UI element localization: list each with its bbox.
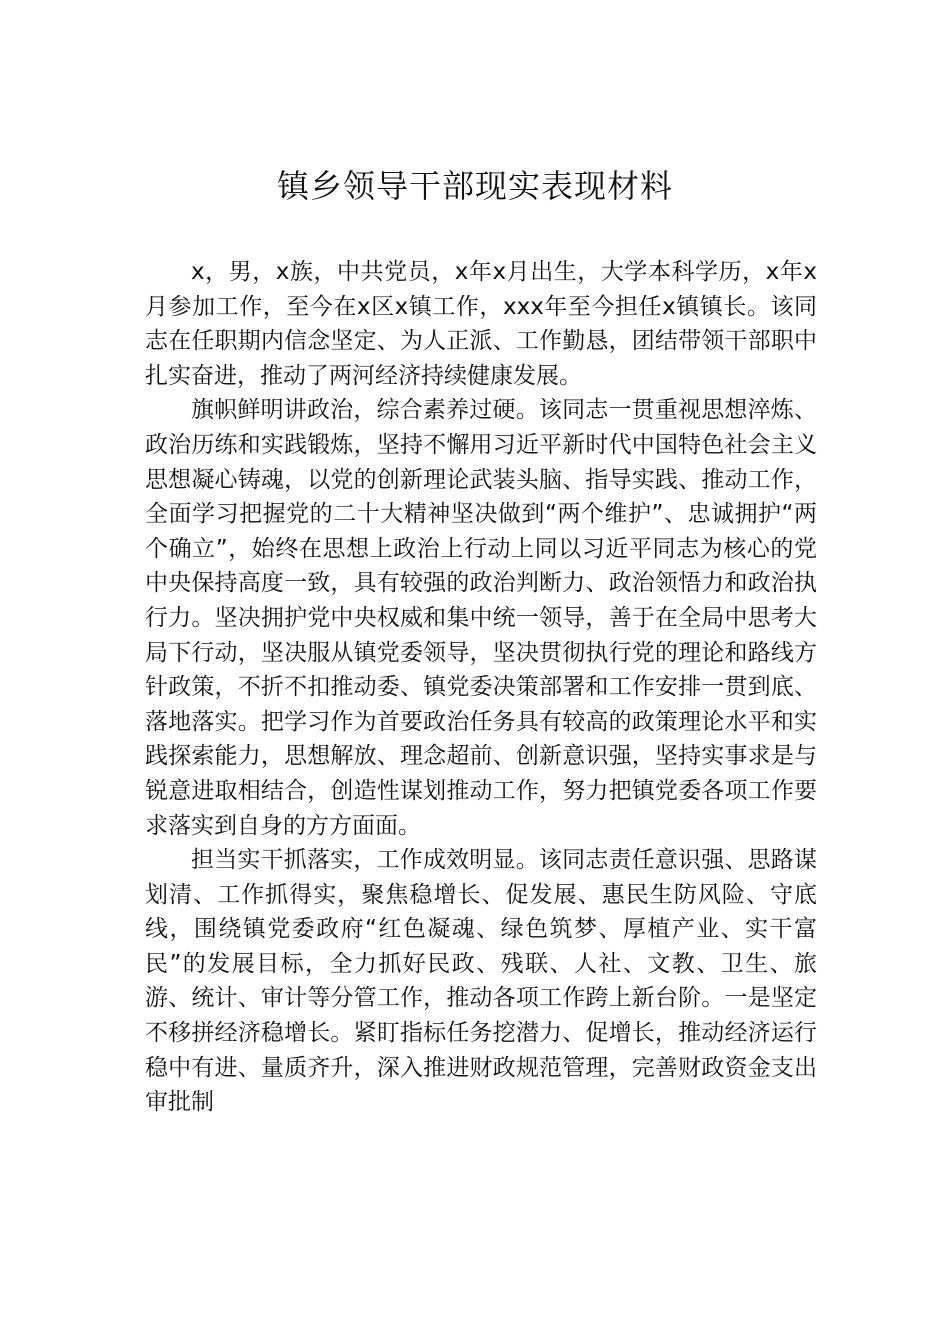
document-body (145, 255, 817, 1120)
paragraph-work: 担当实干抓落实，工作成效明显。该同志责任意识强、思路谋划清、工作抓得实，聚焦稳增长、促发展、惠民生防风险、守底线，围绕镇党委政府“红色凝魂、绿色筑梦、厚植产业、实干富民”的发展目标，全力抓好民政、残联、人社、文教、卫生、旅游、统计、审计等分管工作，推动各项工作跨上新台阶。一是坚定不移拼经济稳增长。紧盯指标任务挖潜力、促增长，推动经济运行稳中有进、量质齐升，深入推进财政规范管理，完善财政资金支出审批制 (145, 847, 817, 1116)
document-title: 镇乡领导干部现实表现材料 (276, 167, 673, 205)
paragraph-intro: x，男，x族，中共党员，x年x月出生，大学本科学历，x年x月参加工作，至今在x区x镇工作，xxx年至今担任x镇镇长。该同志在任职期内信念坚定、为人正派、工作勤恳，团结带领干部职中扎实奋进，推动了两河经济持续健康发展。 (145, 259, 817, 389)
paragraph-politics: 旗帜鲜明讲政治，综合素养过硬。该同志一贯重视思想淬炼、政治历练和实践锻炼，坚持不懈用习近平新时代中国特色社会主义思想凝心铸魂，以党的创新理论武装头脑、指导实践、推动工作，全面学习把握党的二十大精神坚决做到“两个维护”、忠诚拥护“两个确立”，始终在思想上政治上行动上同以习近平同志为核心的党中央保持高度一致，具有较强的政治判断力、政治领悟力和政治执行力。坚决拥护党中央权威和集中统一领导，善于在全局中思考大局下行动，坚决服从镇党委领导，坚决贯彻执行党的理论和路线方针政策，不折不扣推动委、镇党委决策部署和工作安排一贯到底、落地落实。把学习作为首要政治任务具有较高的政策理论水平和实践探索能力，思想解放、理念超前、创新意识强，坚持实事求是与锐意进取相结合，创造性谋划推动工作，努力把镇党委各项工作要求落实到自身的方方面面。 (145, 397, 817, 839)
